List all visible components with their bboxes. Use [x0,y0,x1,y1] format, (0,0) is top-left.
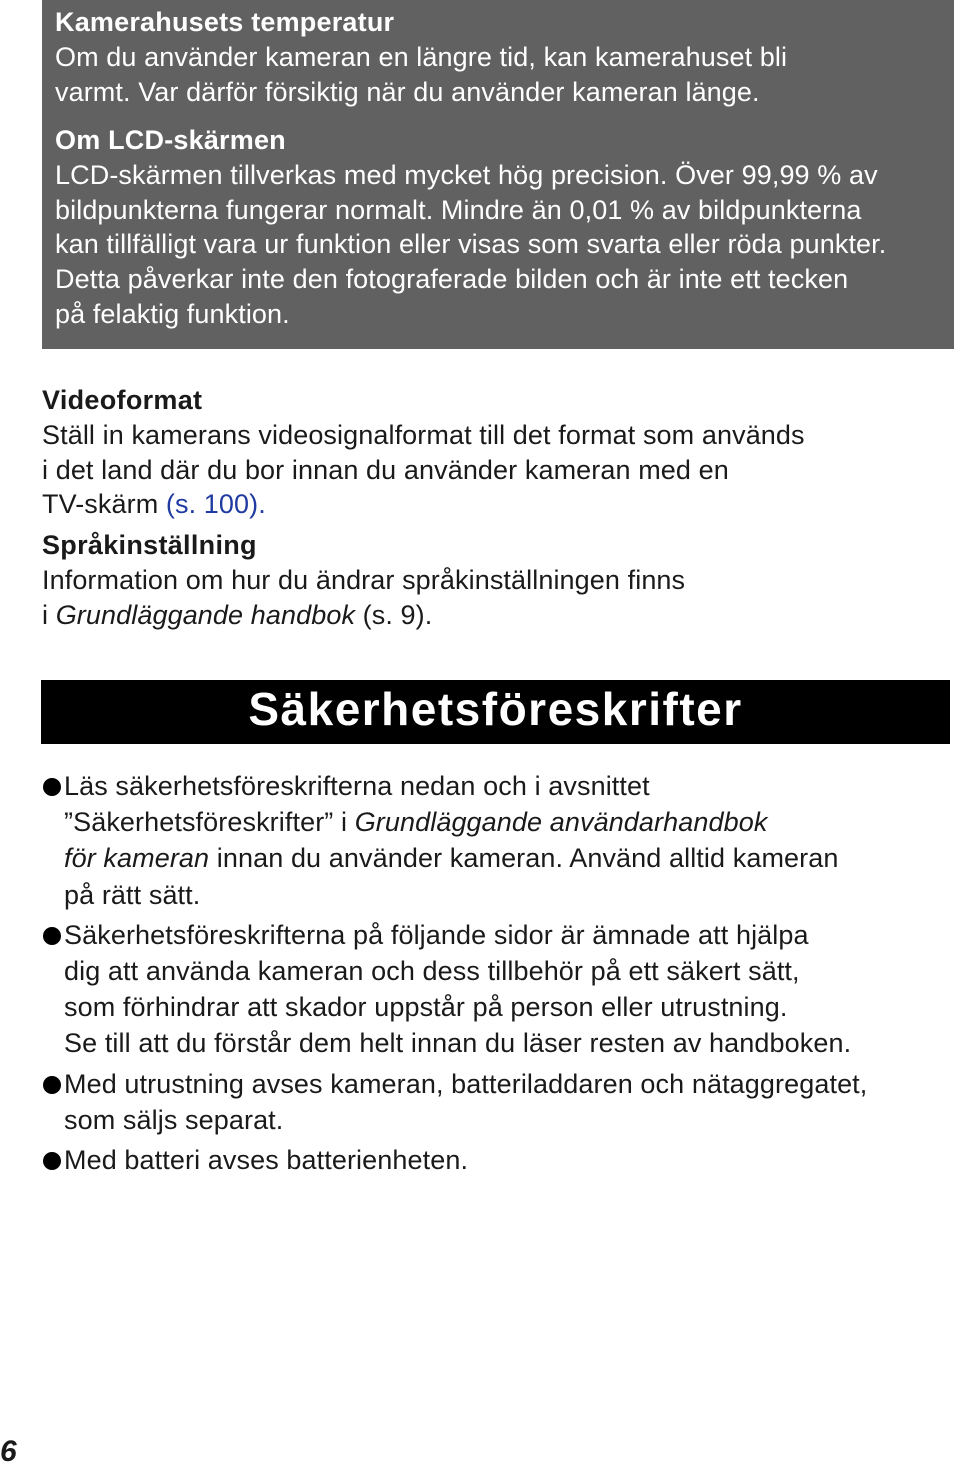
text-line: Detta påverkar inte den fotograferade bilden och är inte ett tecken [55,263,849,294]
safety-precautions-banner [41,680,950,744]
lcd-heading: Om LCD-skärmen [55,125,286,156]
text-line: i det land där du bor innan du använder kameran med en [42,454,729,485]
language-setting-section [42,527,942,632]
text-line: varmt. Var därför försiktig när du använder kameran länge. [55,76,760,107]
page-reference-link[interactable]: (s. 100) [165,489,259,520]
safety-bullet-list [42,768,952,1182]
text-line: innan du använder kameran. Använd alltid kameran [209,843,839,874]
text-line: i [42,599,56,630]
list-item [42,917,952,1062]
text-line: Om du använder kameran en längre tid, kan kamerahuset bli [55,42,788,72]
text-line: på felaktig funktion. [55,298,290,329]
list-item [42,768,952,913]
banner-title: Säkerhetsföreskrifter [248,683,743,735]
language-setting-heading: Språkinställning [42,530,257,560]
text-line: kan tillfälligt vara ur funktion eller visas som svarta eller röda punkter. [55,229,887,260]
bullet-icon [43,1152,61,1170]
bullet-icon [43,1076,61,1094]
text-line: Information om hur du ändrar språkinställningen finns [42,565,686,595]
notice-box [42,0,954,349]
text-line: dig att använda kameran och dess tillbehör på ett säkert sätt, [64,956,800,987]
camera-temperature-heading: Kamerahusets temperatur [55,7,395,37]
text-line: som säljs separat. [64,1104,284,1135]
text-line: Läs säkerhetsföreskrifterna nedan och i avsnittet [64,771,650,801]
video-format-text [42,418,942,522]
list-item [42,1142,952,1178]
book-title: för kameran [64,843,210,874]
punctuation: . [258,489,266,520]
text-line: på rätt sätt. [64,879,201,910]
video-format-section [42,382,942,522]
text-line: Med batteri avses batterienheten. [64,1145,469,1176]
bullet-icon [43,778,61,796]
text-line: bildpunkterna fungerar normalt. Mindre än 0,01 % av bildpunkterna [55,194,862,225]
page-number: 6 [0,1435,17,1468]
text-line: som förhindrar att skador uppstår på person eller utrustning. [64,992,788,1023]
lcd-text [55,158,940,331]
book-title: Grundläggande handbok [55,599,356,630]
text-line: TV-skärm [42,489,166,520]
text-line: (s. 9). [355,599,433,630]
text-line: Med utrustning avses kameran, batteriladdaren och nätaggregatet, [64,1068,868,1099]
text-line: Se till att du förstår dem helt innan du läser resten av handboken. [64,1028,852,1059]
text-line: Ställ in kamerans videosignalformat till det format som används [42,420,805,450]
text-line: ”Säkerhetsföreskrifter” i [64,807,355,838]
book-title: Grundläggande användarhandbok [354,807,768,838]
video-format-heading: Videoformat [42,385,203,415]
camera-temperature-text [55,40,940,109]
bullet-icon [43,927,61,945]
language-setting-text [42,563,942,632]
text-line: Säkerhetsföreskrifterna på följande sidor är ämnade att hjälpa [64,919,809,950]
text-line: LCD-skärmen tillverkas med mycket hög precision. Över 99,99 % av [55,160,878,191]
list-item [42,1066,952,1138]
